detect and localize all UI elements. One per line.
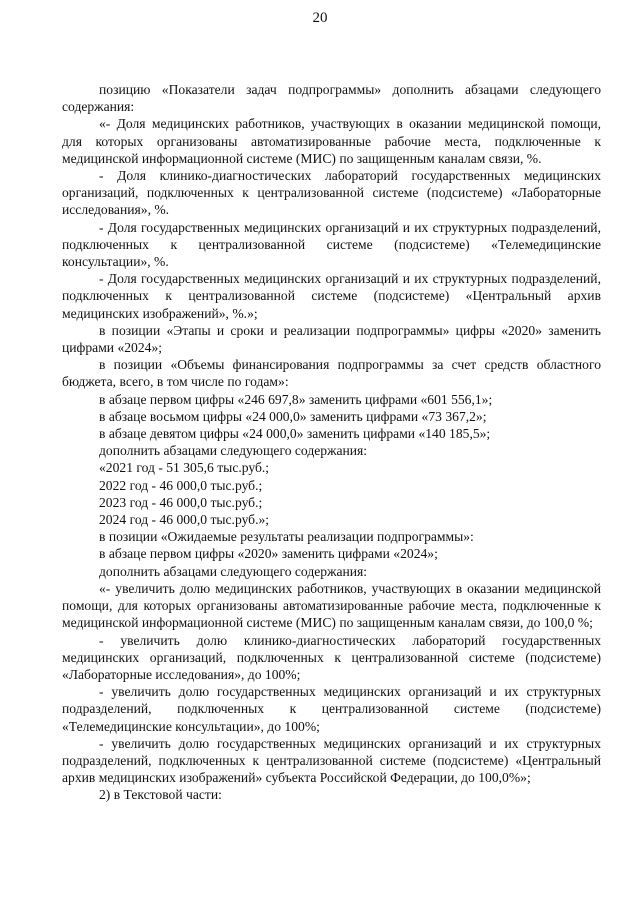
document-body <box>62 81 601 804</box>
paragraph-expected-results: в позиции «Ожидаемые результаты реализации подпрограммы»: <box>99 529 474 545</box>
page-number: 20 <box>312 10 328 26</box>
paragraph-year-2022: 2022 год - 46 000,0 тыс.руб.; <box>99 477 263 493</box>
paragraph-funding-eighth: в абзаце восьмом цифры «24 000,0» заменить цифрами «73 367,2»; <box>99 408 487 424</box>
paragraph-expected-results-first: в абзаце первом цифры «2020» заменить цифрами «2024»; <box>99 546 438 562</box>
paragraph-result-telemedicine: - увеличить долю государственных медицинских организаций и их структурных подразделений, подключенных к централизованной системе (подсистеме) «Телемедицинские консультации», до 100%; <box>62 684 601 734</box>
paragraph-add-funding-lines: дополнить абзацами следующего содержания: <box>99 443 368 459</box>
paragraph-add-results-lines: дополнить абзацами следующего содержания: <box>99 563 368 579</box>
paragraph-indicator-mis: «- Доля медицинских работников, участвующих в оказании медицинской помощи, для которых организованы автоматизированные рабочие места, подключенные к медицинской информационной системе (МИС) по защищенным каналам связи, %. <box>62 116 601 166</box>
paragraph-subprogram-tasks-intro: позицию «Показатели задач подпрограммы» дополнить абзацами следующего содержания: <box>62 82 601 115</box>
paragraph-result-labs: - увеличить долю клинико-диагностических лабораторий государственных медицинских организаций, подключенных к централизованной системе (подсистеме) «Лабораторные исследования», до 100%; <box>62 632 601 682</box>
paragraph-funding-ninth: в абзаце девятом цифры «24 000,0» заменить цифрами «140 185,5»; <box>99 426 491 442</box>
paragraph-text-part-heading: 2) в Текстовой части: <box>99 787 222 803</box>
paragraph-stages-and-terms: в позиции «Этапы и сроки и реализации подпрограммы» цифры «2020» заменить цифрами «2024»; <box>62 322 601 356</box>
paragraph-indicator-labs: - Доля клинико-диагностических лабораторий государственных медицинских организаций, подключенных к централизованной системе (подсистеме) «Лабораторные исследования», %. <box>62 168 601 218</box>
paragraph-indicator-image-archive: - Доля государственных медицинских организаций и их структурных подразделений, подключенных к централизованной системе (подсистеме) «Центральный архив медицинских изображений», %.»; <box>62 271 601 321</box>
paragraph-year-2023: 2023 год - 46 000,0 тыс.руб.; <box>99 494 263 510</box>
paragraph-year-2024: 2024 год - 46 000,0 тыс.руб.»; <box>99 512 270 528</box>
paragraph-funding-position: в позиции «Объемы финансирования подпрограммы за счет средств областного бюджета, всего, в том числе по годам»: <box>62 357 601 390</box>
paragraph-funding-first: в абзаце первом цифры «246 697,8» заменить цифрами «601 556,1»; <box>99 391 493 407</box>
paragraph-result-image-archive: - увеличить долю государственных медицинских организаций и их структурных подразделений, подключенных к централизованной системе (подсистеме) «Центральный архив медицинских изображений» субъекта Российской Федерации, до 100,0%»; <box>62 735 601 786</box>
paragraph-result-mis: «- увеличить долю медицинских работников, участвующих в оказании медицинской помощи, для которых организованы автоматизированные рабочие места, подключенные к медицинской информационной системе (МИС) по защищенным каналам связи, до 100,0 %; <box>62 580 601 631</box>
paragraph-year-2021: «2021 год - 51 305,6 тыс.руб.; <box>99 460 270 476</box>
paragraph-indicator-telemedicine: - Доля государственных медицинских организаций и их структурных подразделений, подключенных к централизованной системе (подсистеме) «Телемедицинские консультации», %. <box>62 219 601 270</box>
